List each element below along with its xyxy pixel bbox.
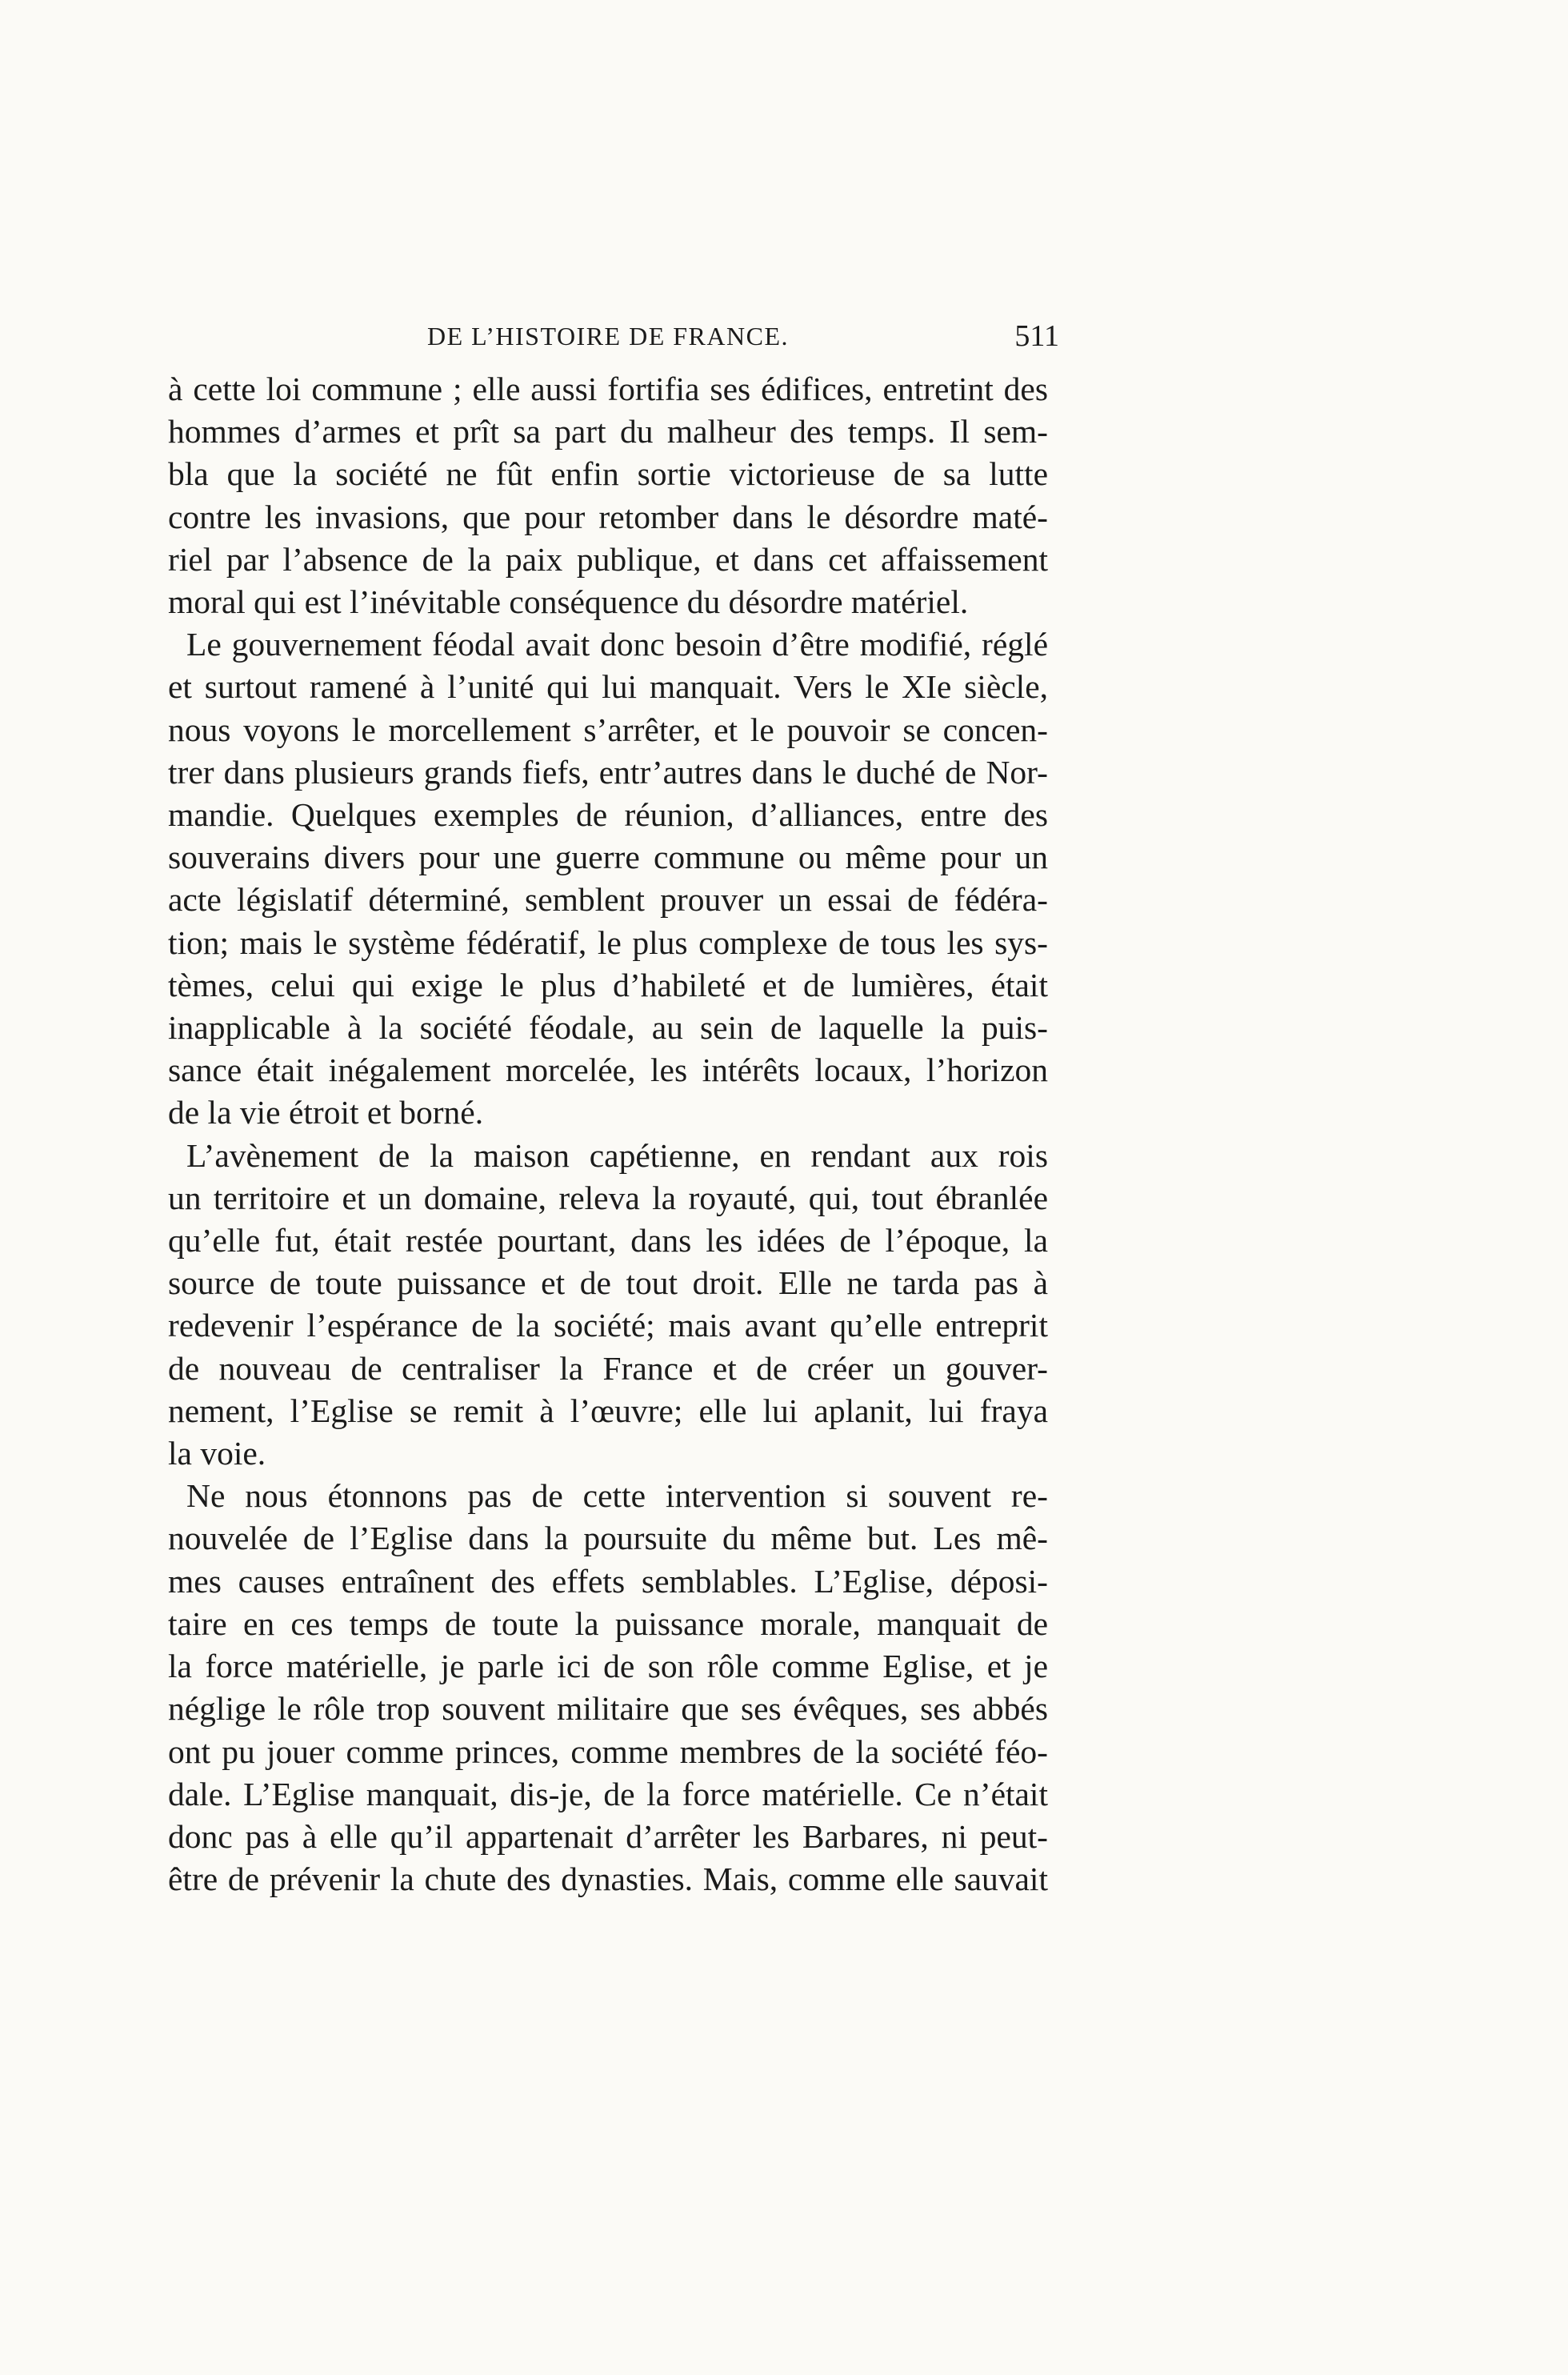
text-line: acte législatif déterminé, semblent prouver un essai de fédéra- bbox=[168, 881, 1048, 919]
text-line: riel par l’absence de la paix publique, et dans cet affaissement bbox=[168, 540, 1048, 578]
text-line: bla que la société ne fût enfin sortie victorieuse de sa lutte bbox=[168, 455, 1048, 493]
text-line: à cette loi commune ; elle aussi fortifia ses édifices, entretint des bbox=[168, 370, 1048, 407]
text-line: de la vie étroit et borné. bbox=[168, 1094, 484, 1131]
text-line: sance était inégalement morcelée, les intérêts locaux, l’horizon bbox=[168, 1051, 1048, 1089]
text-line: mandie. Quelques exemples de réunion, d’alliances, entre des bbox=[168, 796, 1048, 834]
text-line: Le gouvernement féodal avait donc besoin d’être modifié, réglé bbox=[186, 626, 1048, 663]
text-line: mes causes entraînent des effets semblables. L’Eglise, déposi- bbox=[168, 1562, 1048, 1600]
text-line: ont pu jouer comme princes, comme membres de la société féo- bbox=[168, 1732, 1048, 1770]
running-header bbox=[168, 314, 1059, 362]
text-line: Ne nous étonnons pas de cette intervention si souvent re- bbox=[186, 1477, 1048, 1515]
text-line: donc pas à elle qu’il appartenait d’arrêter les Barbares, ni peut- bbox=[168, 1817, 1048, 1855]
text-line: L’avènement de la maison capétienne, en rendant aux rois bbox=[186, 1136, 1048, 1174]
paragraph bbox=[168, 623, 1048, 1134]
text-line: être de prévenir la chute des dynasties. Mais, comme elle sauvait bbox=[168, 1860, 1048, 1898]
text-line: nous voyons le morcellement s’arrêter, et le pouvoir se concen- bbox=[168, 711, 1048, 748]
body-text bbox=[168, 368, 1048, 1900]
text-line: taire en ces temps de toute la puissance morale, manquait de bbox=[168, 1604, 1048, 1642]
page-number: 511 bbox=[1014, 319, 1059, 353]
text-line: moral qui est l’inévitable conséquence du désordre matériel. bbox=[168, 583, 969, 621]
text-line: source de toute puissance et de tout droit. Elle ne tarda pas à bbox=[168, 1264, 1048, 1302]
text-line: inapplicable à la société féodale, au sein de laquelle la puis- bbox=[168, 1009, 1048, 1047]
text-line: contre les invasions, que pour retomber dans le désordre maté- bbox=[168, 498, 1048, 535]
text-line: la force matérielle, je parle ici de son rôle comme Eglise, et je bbox=[168, 1648, 1048, 1685]
text-line: redevenir l’espérance de la société; mais avant qu’elle entreprit bbox=[168, 1307, 1048, 1344]
paragraph bbox=[168, 368, 1048, 623]
text-line: dale. L’Eglise manquait, dis-je, de la force matérielle. Ce n’était bbox=[168, 1775, 1048, 1812]
text-line: qu’elle fut, était restée pourtant, dans les idées de l’époque, la bbox=[168, 1222, 1048, 1260]
paragraph bbox=[168, 1475, 1048, 1900]
text-line: néglige le rôle trop souvent militaire que ses évêques, ses abbés bbox=[168, 1690, 1048, 1728]
text-line: nement, l’Eglise se remit à l’œuvre; elle lui aplanit, lui fraya bbox=[168, 1392, 1048, 1429]
paragraph bbox=[168, 1135, 1048, 1476]
text-line: tèmes, celui qui exige le plus d’habileté et de lumières, était bbox=[168, 966, 1048, 1003]
text-line: hommes d’armes et prît sa part du malheur des temps. Il sem- bbox=[168, 413, 1048, 451]
text-line: tion; mais le système fédératif, le plus complexe de tous les sys- bbox=[168, 923, 1048, 961]
text-line: nouvelée de l’Eglise dans la poursuite du même but. Les mê- bbox=[168, 1520, 1048, 1557]
text-line: de nouveau de centraliser la France et de créer un gouver- bbox=[168, 1349, 1048, 1387]
book-page bbox=[168, 314, 1059, 1900]
text-line: souverains divers pour une guerre commune ou même pour un bbox=[168, 839, 1048, 876]
text-line: un territoire et un domaine, releva la royauté, qui, tout ébranlée bbox=[168, 1179, 1048, 1216]
text-line: la voie. bbox=[168, 1435, 266, 1472]
text-line: trer dans plusieurs grands fiefs, entr’autres dans le duché de Nor- bbox=[168, 753, 1048, 791]
text-line: et surtout ramené à l’unité qui lui manquait. Vers le XIe siècle, bbox=[168, 668, 1048, 706]
running-title: DE L’HISTOIRE DE FRANCE. bbox=[426, 322, 789, 350]
